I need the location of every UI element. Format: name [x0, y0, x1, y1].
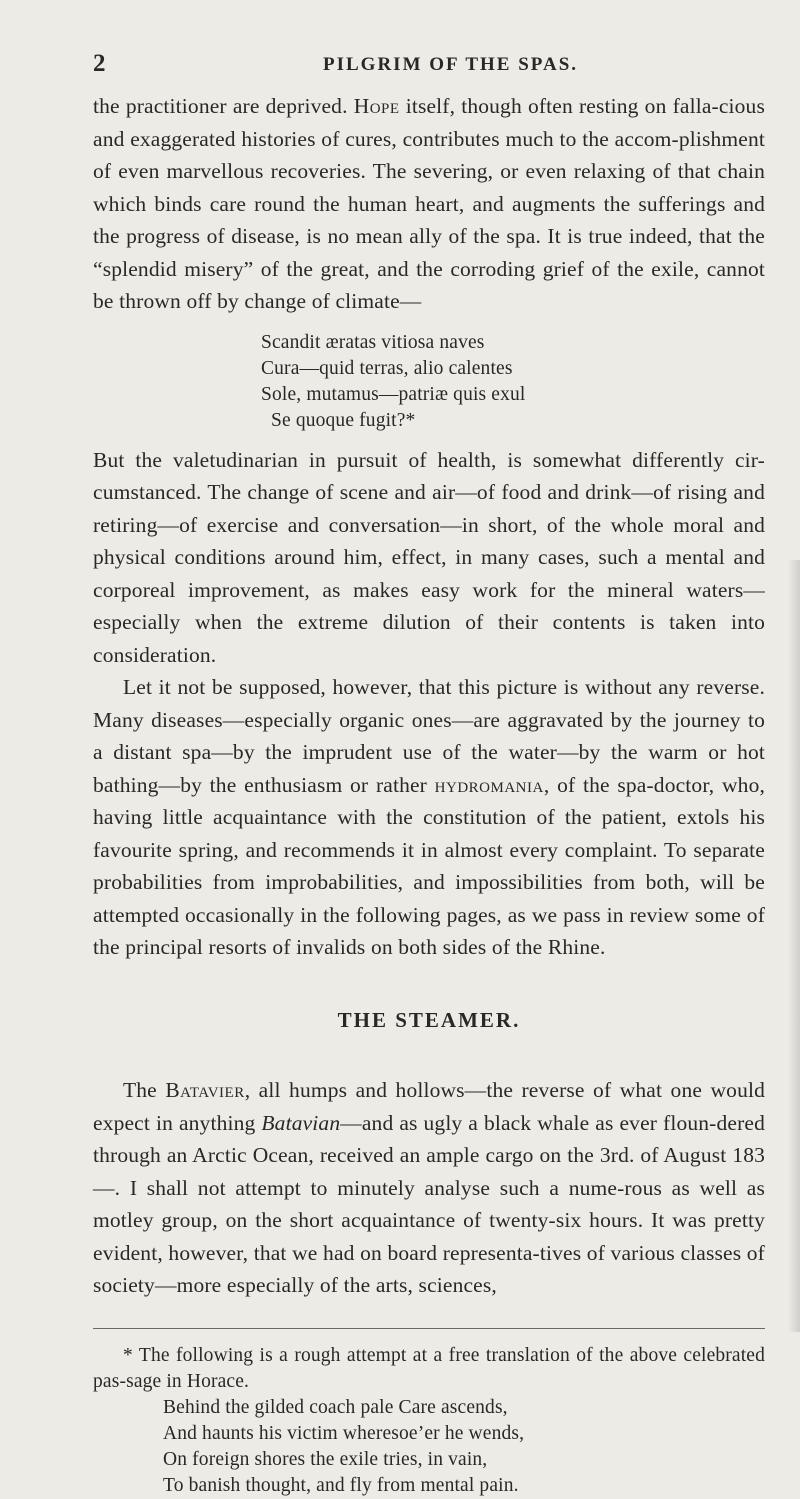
latin-verse	[261, 330, 765, 434]
paragraph-steamer-text-3: —and as ugly a black whale as ever floun-dered through an Arctic Ocean, received an ample cargo on the 3rd. of August 183—. I shall not attempt to minutely analyse such a nume-rous as well as motley group, on the short acquaintance of twenty-six hours. It was pretty evident, however, that we had on board representa-tives of various classes of society—more especially of the arts, sciences,	[93, 1110, 765, 1297]
paragraph-hope-text-2: itself, though often resting on falla-cious and exaggerated histories of cures, contributes much to the accom-plishment of even marvellous recoveries. The severing, or even relaxing of that chain which binds care round the human heart, and augments the sufferings and the progress of disease, is no mean ally of the spa. It is true indeed, that the “splendid misery” of the great, and the corroding grief of the exile, cannot be thrown off by change of climate—	[93, 94, 765, 313]
batavian-word: Batavian	[261, 1110, 341, 1135]
latin-verse-line: Scandit æratas vitiosa naves	[261, 331, 485, 353]
footnote-verse-line: To banish thought, and fly from mental pain.	[163, 1474, 519, 1496]
footnote-verse-line: And haunts his victim wheresoe’er he wends,	[163, 1422, 525, 1444]
footnote-verse-line: On foreign shores the exile tries, in vain,	[163, 1448, 488, 1470]
footnote-divider	[93, 1328, 765, 1329]
paragraph-reverse-text-1: Let it not be supposed, however, that this picture is without any reverse. Many diseases—especially organic ones—are aggravated by the journey to a distant spa—by the imprudent use of the water—by the warm or hot bathing—by the enthusiasm or rather	[93, 675, 765, 797]
paragraph-steamer-text-2: , all humps and hollows—the reverse of what one would expect in anything	[93, 1078, 765, 1135]
footnote-verse-line: Behind the gilded coach pale Care ascends,	[163, 1396, 508, 1418]
paragraph-valetudinarian: But the valetudinarian in pursuit of health, is somewhat differently cir-cumstanced. The change of scene and air—of food and drink—of rising and retiring—of exercise and conversation—in short, of the whole moral and physical conditions around him, effect, in many cases, such a mental and corporeal improvement, as makes easy work for the mineral waters—especially when the extreme dilution of their contents is taken into consideration.	[93, 447, 765, 667]
paragraph-reverse-text-2: , of the spa-doctor, who, having little acquaintance with the constitution of the patient, extols his favourite spring, and recommends it in almost every complaint. To separate probabilities from improbabilities, and impossibilities from both, will be attempted occasionally in the following pages, as we pass in review some of the principal resorts of invalids on both sides of the Rhine.	[93, 772, 765, 959]
page-header	[93, 50, 763, 80]
hydromania-word: hydromania	[434, 772, 544, 797]
paragraph-steamer-text-1: The	[123, 1078, 166, 1102]
footnote-text: * The following is a rough attempt at a free translation of the above celebrated pas-sage in Horace.	[93, 1344, 765, 1392]
running-title: PILGRIM OF THE SPAS.	[323, 54, 579, 75]
footnote-verse	[163, 1395, 765, 1499]
paragraph-steamer	[93, 1074, 765, 1302]
batavier-word: Batavier	[165, 1078, 245, 1102]
latin-verse-line: Se quoque fugit?*	[271, 409, 416, 431]
paragraph-hope-text-1: the practitioner are deprived.	[93, 94, 354, 118]
latin-verse-line: Sole, mutamus—patriæ quis exul	[261, 383, 526, 405]
hope-word: Hope	[353, 94, 400, 118]
section-title: THE STEAMER.	[337, 1007, 521, 1032]
latin-verse-line: Cura—quid terras, alio calentes	[261, 357, 513, 379]
paragraph-reverse	[93, 671, 765, 964]
paragraph-hope	[93, 90, 765, 318]
page-edge-shadow	[788, 560, 800, 1332]
page-number: 2	[93, 50, 106, 77]
body-text	[93, 90, 765, 1499]
